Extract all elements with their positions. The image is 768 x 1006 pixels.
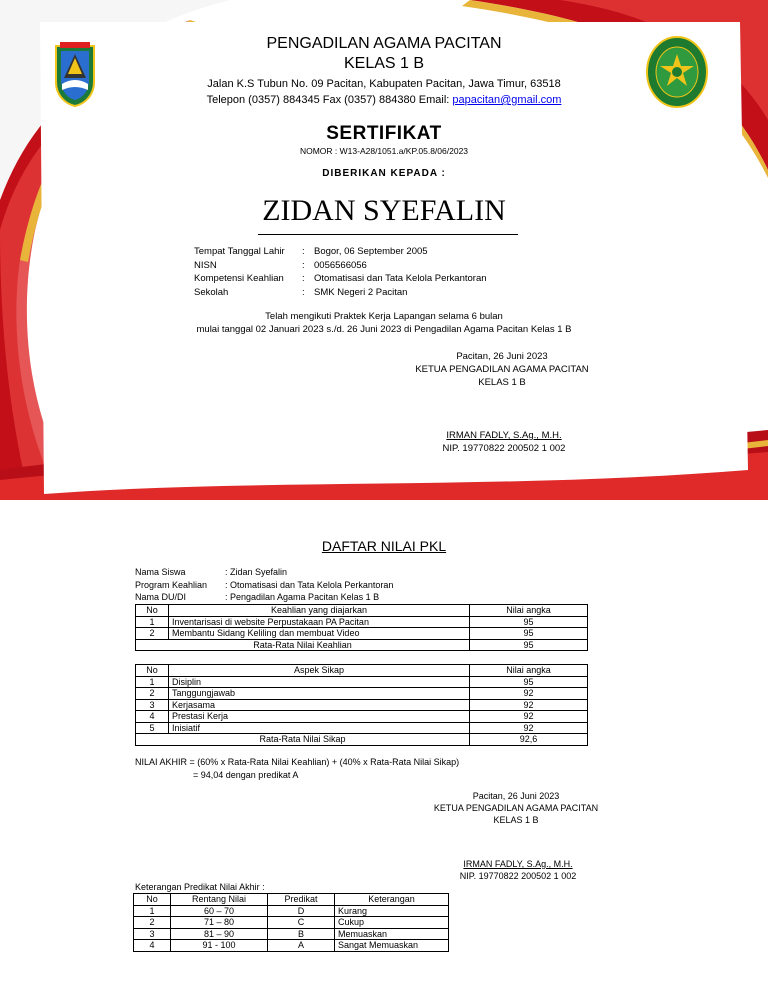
skills-table — [135, 604, 588, 651]
student-info-label: Program Keahlian — [135, 579, 208, 590]
detail-row: Sekolah : SMK Negeri 2 Pacitan — [194, 286, 408, 298]
table-row — [136, 688, 588, 700]
signature-position-class: KELAS 1 B — [478, 377, 526, 388]
table-cell: 2 — [136, 628, 169, 640]
given-to-label: DIBERIKAN KEPADA : — [322, 168, 446, 179]
table-cell: Tanggungjawab — [169, 688, 470, 700]
recipient-details — [194, 246, 487, 300]
table-average-row — [136, 639, 588, 651]
table-header: Nilai angka — [470, 605, 588, 617]
table-header: Rentang Nilai — [171, 894, 268, 906]
table-cell: Sangat Memuaskan — [335, 940, 449, 952]
certificate — [0, 0, 768, 500]
table-cell: 3 — [134, 928, 171, 940]
grades-title: DAFTAR NILAI PKL — [321, 538, 447, 554]
legend-title: Keterangan Predikat Nilai Akhir : — [135, 882, 265, 892]
table-header: Keterangan — [335, 894, 449, 906]
table-cell: Memuaskan — [335, 928, 449, 940]
table-cell: 71 – 80 — [171, 917, 268, 929]
detail-label: Kompetensi Keahlian — [194, 273, 284, 285]
table-row — [136, 676, 588, 688]
table-cell: 1 — [134, 905, 171, 917]
table-cell: Kurang — [335, 905, 449, 917]
table-cell: 95 — [470, 628, 588, 640]
email-link[interactable]: papacitan@gmail.com — [452, 94, 562, 106]
table-header: Nilai angka — [470, 665, 588, 677]
statement-line-2: mulai tanggal 02 Januari 2023 s./d. 26 Juni 2023 di Pengadilan Agama Pacitan Kelas 1 B — [196, 324, 572, 335]
table-cell: 95 — [470, 676, 588, 688]
table-cell: C — [268, 917, 335, 929]
table-cell: 3 — [136, 699, 169, 711]
student-info-value: : Zidan Syefalin — [225, 567, 288, 577]
table-cell: 2 — [136, 688, 169, 700]
name-underline — [258, 234, 518, 235]
statement-line-1: Telah mengikuti Praktek Kerja Lapangan selama 6 bulan — [265, 311, 503, 322]
table-header: Keahlian yang diajarkan — [169, 605, 470, 617]
detail-value: SMK Negeri 2 Pacitan — [314, 286, 408, 298]
table-header-row — [136, 665, 588, 677]
student-info — [135, 566, 393, 604]
table-cell: Inventarisasi di website Perpustakaan PA Pacitan — [169, 616, 470, 628]
table-cell: D — [268, 905, 335, 917]
grades-signature-position: KETUA PENGADILAN AGAMA PACITAN — [433, 803, 599, 813]
table-cell: 60 – 70 — [171, 905, 268, 917]
table-cell: 1 — [136, 616, 169, 628]
table-cell: Prestasi Kerja — [169, 711, 470, 723]
detail-value: Bogor, 06 September 2005 — [314, 246, 428, 257]
table-cell: 92 — [470, 722, 588, 734]
table-cell: 1 — [136, 676, 169, 688]
table-cell: 92 — [470, 711, 588, 723]
org-name: PENGADILAN AGAMA PACITAN — [266, 35, 502, 52]
table-row — [136, 711, 588, 723]
average-label: Rata-Rata Nilai Sikap — [136, 734, 470, 746]
average-label: Rata-Rata Nilai Keahlian — [136, 639, 470, 651]
final-score-formula: NILAI AKHIR = (60% x Rata-Rata Nilai Keahlian) + (40% x Rata-Rata Nilai Sikap) — [135, 757, 460, 767]
table-header: No — [136, 665, 169, 677]
table-average-row — [136, 734, 588, 746]
grades-signature-place-date: Pacitan, 26 Juni 2023 — [472, 791, 560, 801]
student-info-label: Nama Siswa — [135, 567, 186, 577]
student-info-label: Nama DU/DI — [135, 592, 187, 602]
table-row — [136, 628, 588, 640]
table-row — [136, 699, 588, 711]
signature-position: KETUA PENGADILAN AGAMA PACITAN — [415, 364, 589, 375]
table-cell: 81 – 90 — [171, 928, 268, 940]
detail-value: Otomatisasi dan Tata Kelola Perkantoran — [314, 273, 487, 285]
org-address: Jalan K.S Tubun No. 09 Pacitan, Kabupaten Pacitan, Jawa Timur, 63518 — [207, 78, 561, 90]
table-cell: 95 — [470, 616, 588, 628]
table-header: No — [136, 605, 169, 617]
org-contact — [0, 94, 768, 106]
table-cell: 92 — [470, 688, 588, 700]
student-info-row — [135, 566, 393, 579]
table-row — [134, 928, 449, 940]
signatory-name: IRMAN FADLY, S.Ag., M.H. — [446, 430, 562, 441]
grades-signature-position-class: KELAS 1 B — [493, 815, 539, 825]
average-value: 92,6 — [470, 734, 588, 746]
signature-place-date: Pacitan, 26 Juni 2023 — [456, 351, 548, 362]
final-score-result: = 94,04 dengan predikat A — [193, 770, 299, 780]
table-row — [134, 905, 449, 917]
detail-value: 0056566056 — [314, 259, 367, 271]
student-info-row — [135, 579, 393, 592]
table-row — [134, 917, 449, 929]
table-row — [136, 616, 588, 628]
table-cell: Inisiatif — [169, 722, 470, 734]
table-cell: 4 — [136, 711, 169, 723]
table-row — [134, 940, 449, 952]
org-class: KELAS 1 B — [343, 55, 425, 72]
table-cell: 2 — [134, 917, 171, 929]
attitude-table — [135, 664, 588, 746]
detail-row: Kompetensi Keahlian : Otomatisasi dan Tata Kelola Perkantoran — [194, 273, 487, 285]
table-header: Aspek Sikap — [169, 665, 470, 677]
certificate-number: NOMOR : W13-A28/1051.a/KP.05.8/06/2023 — [299, 146, 469, 156]
table-cell: Kerjasama — [169, 699, 470, 711]
table-row — [136, 722, 588, 734]
table-cell: Disiplin — [169, 676, 470, 688]
recipient-name: ZIDAN SYEFALIN — [262, 194, 506, 227]
detail-label: Tempat Tanggal Lahir — [194, 246, 285, 257]
certificate-title: SERTIFIKAT — [326, 123, 442, 144]
average-value: 95 — [470, 639, 588, 651]
signatory-nip: NIP. 19770822 200502 1 002 — [442, 443, 566, 454]
detail-label: Sekolah — [194, 286, 229, 298]
table-header: Predikat — [268, 894, 335, 906]
grade-legend-table — [133, 893, 449, 952]
table-cell: Membantu Sidang Keliling dan membuat Video — [169, 628, 470, 640]
table-cell: 4 — [134, 940, 171, 952]
detail-label: NISN — [194, 259, 217, 271]
student-info-value: : Otomatisasi dan Tata Kelola Perkantoran — [225, 579, 394, 590]
student-info-row — [135, 591, 393, 604]
table-cell: A — [268, 940, 335, 952]
student-info-value: : Pengadilan Agama Pacitan Kelas 1 B — [225, 592, 380, 602]
table-cell: Cukup — [335, 917, 449, 929]
table-header-row — [136, 605, 588, 617]
grades-signatory-name: IRMAN FADLY, S.Ag., M.H. — [463, 859, 573, 869]
table-cell: 92 — [470, 699, 588, 711]
table-cell: B — [268, 928, 335, 940]
detail-row: Tempat Tanggal Lahir : Bogor, 06 September 2005 — [194, 246, 428, 257]
contact-text: Telepon (0357) 884345 Fax (0357) 884380 Email: — [206, 94, 453, 106]
table-cell: 91 - 100 — [171, 940, 268, 952]
table-cell: 5 — [136, 722, 169, 734]
table-header-row — [134, 894, 449, 906]
detail-row: NISN : 0056566056 — [194, 259, 367, 271]
table-header: No — [134, 894, 171, 906]
grades-signatory-nip: NIP. 19770822 200502 1 002 — [459, 871, 577, 881]
